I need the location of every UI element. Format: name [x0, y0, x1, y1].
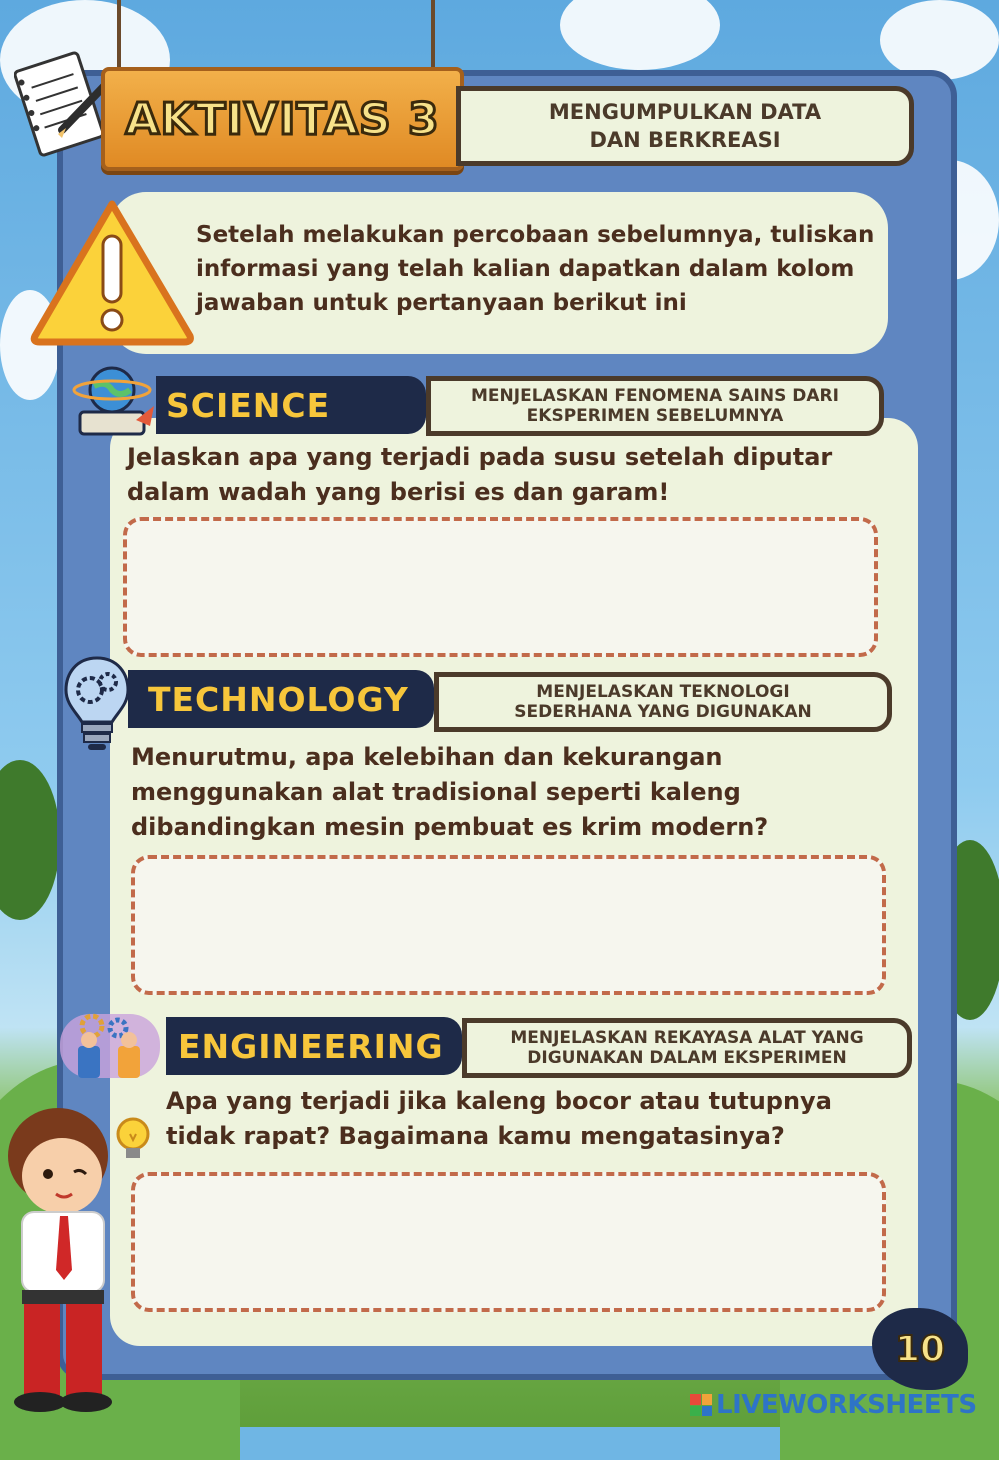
answer-box-science[interactable]	[123, 517, 878, 657]
section-description-engineering: MENJELASKAN REKAYASA ALAT YANG DIGUNAKAN DALAM EKSPERIMEN	[510, 1027, 864, 1068]
section-header-technology	[128, 670, 434, 728]
notebook-pencil-icon	[14, 50, 114, 160]
question-engineering: Apa yang terjadi jika kaleng bocor atau tutupnya tidak rapat? Bagaimana kamu mengatasinya?	[166, 1087, 832, 1150]
footer-brand	[690, 1388, 977, 1422]
section-label-technology: TECHNOLOGY	[148, 679, 409, 719]
section-header-engineering	[166, 1017, 462, 1075]
section-description-box-engineering	[462, 1018, 912, 1078]
activity-title: AKTIVITAS 3	[125, 93, 440, 145]
section-label-engineering: ENGINEERING	[178, 1026, 444, 1066]
hanging-rope	[117, 0, 121, 70]
page-number: 10	[894, 1328, 946, 1370]
instruction-text: Setelah melakukan percobaan sebelumnya, tuliskan informasi yang telah kalian dapatkan dalam kolom jawaban untuk pertanyaan berikut ini	[196, 222, 875, 316]
answer-input-engineering[interactable]	[135, 1176, 882, 1308]
technology-bulb-icon	[58, 650, 136, 754]
cloud	[880, 0, 999, 80]
question-science: Jelaskan apa yang terjadi pada susu setelah diputar dalam wadah yang berisi es dan garam!	[127, 443, 833, 506]
warning-icon	[28, 196, 196, 346]
hanging-rope	[431, 0, 435, 70]
answer-input-science[interactable]	[127, 521, 874, 653]
section-description-box-technology	[434, 672, 892, 732]
science-icon	[66, 360, 158, 444]
activity-subtitle: MENGUMPULKAN DATA DAN BERKREASI	[548, 99, 822, 152]
answer-box-engineering[interactable]	[131, 1172, 886, 1312]
liveworksheets-logo-icon	[690, 1394, 712, 1416]
question-technology: Menurutmu, apa kelebihan dan kekurangan menggunakan alat tradisional seperti kaleng dibandingkan mesin pembuat es krim modern?	[131, 743, 769, 841]
footer-brand-text: LIVEWORKSHEETS	[716, 1390, 977, 1420]
answer-input-technology[interactable]	[135, 859, 882, 991]
section-description-science: MENJELASKAN FENOMENA SAINS DARI EKSPERIMEN SEBELUMNYA	[471, 385, 839, 426]
section-header-science	[156, 376, 426, 434]
engineering-icon	[52, 1006, 168, 1086]
section-description-technology: MENJELASKAN TEKNOLOGI SEDERHANA YANG DIGUNAKAN	[514, 681, 812, 722]
activity-subtitle-box	[456, 86, 914, 166]
section-label-science: SCIENCE	[166, 385, 331, 425]
answer-box-technology[interactable]	[131, 855, 886, 995]
activity-title-sign	[101, 67, 464, 171]
section-description-box-science	[426, 376, 884, 436]
boy-character	[0, 1100, 130, 1415]
